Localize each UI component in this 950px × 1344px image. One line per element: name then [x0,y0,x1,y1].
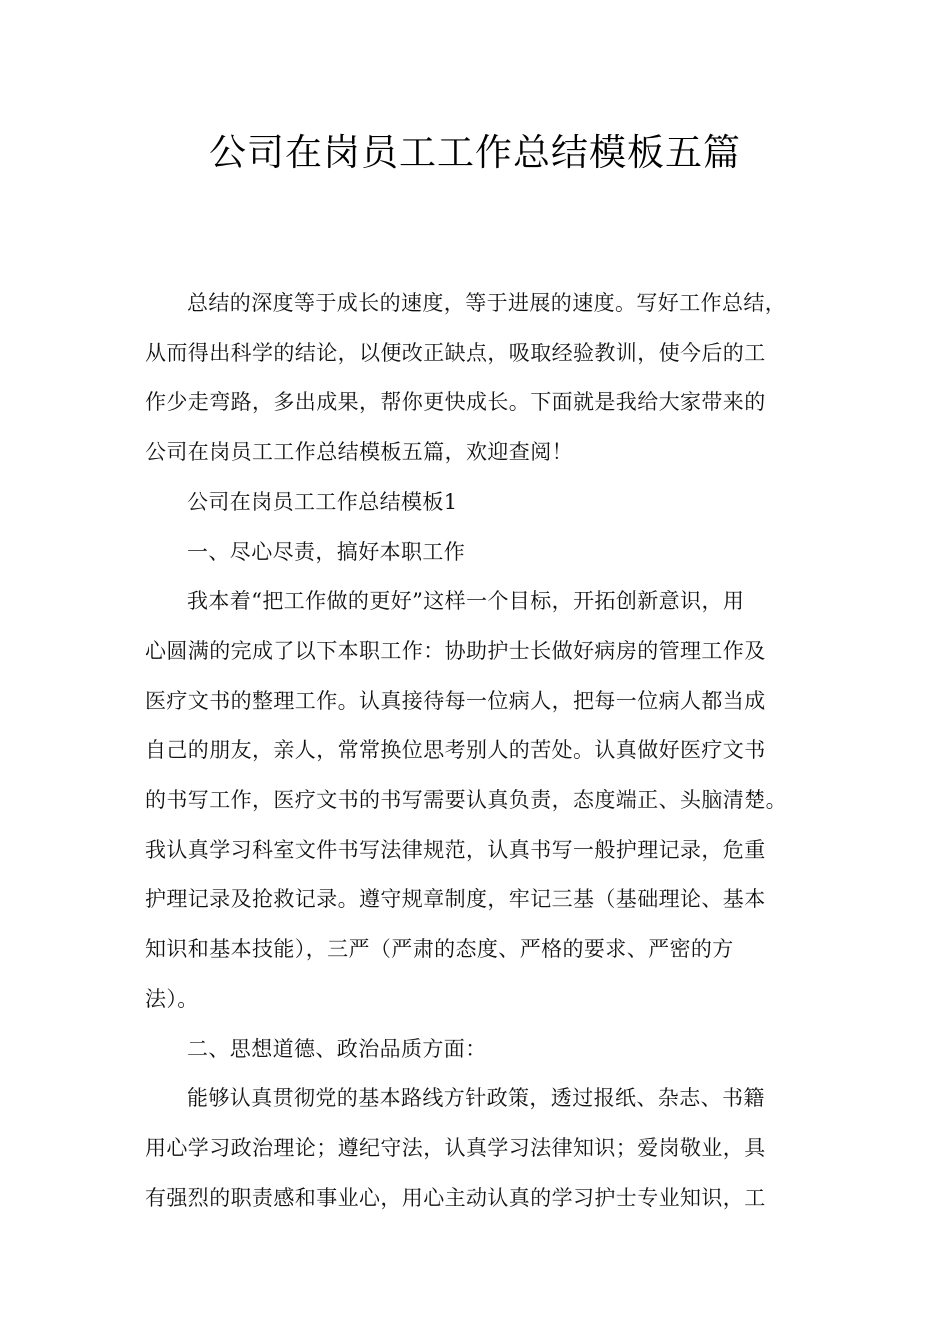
subheading-ethics: 二、思想道德、政治品质方面： [187,1036,487,1061]
document-title: 公司在岗员工工作总结模板五篇 [209,131,741,174]
duties-paragraph: 我本着“把工作做的更好”这样一个目标，开拓创新意识，用 心圆满的完成了以下本职工作：协助护士长做好病房的管理工作及 医疗文书的整理工作。认真接待每一位病人，把每一位病人都当成 自己的朋友，亲人，常常换位思考别人的苦处。认真做好医疗文书 的书写工作，医疗文书的书写需要认真负责，态度端正、头脑清楚。 我认真学习科室文件书写法律规范，认真书写一般护理记录，危重 护理记录及抢救记录。遵守规章制度，牢记三基（基础理论、基本 知识和基本技能），三严（严肃的态度、严格的要求、严密的方 法）。 [145,589,787,1011]
subheading-duties: 一、尽心尽责，搞好本职工作 [187,539,466,564]
document-body [145,279,835,1223]
ethics-paragraph: 能够认真贯彻党的基本路线方针政策，透过报纸、杂志、书籍 用心学习政治理论；遵纪守法，认真学习法律知识；爱岗敬业，具 有强烈的职责感和事业心，用心主动认真的学习护士专业知识，工 [145,1086,766,1210]
section-heading-template-1: 公司在岗员工工作总结模板1 [187,489,458,514]
intro-paragraph: 总结的深度等于成长的速度，等于进展的速度。写好工作总结， 从而得出科学的结论，以便改正缺点，吸取经验教训，使今后的工 作少走弯路，多出成果，帮你更快成长。下面就是我给大家带来的 公司在岗员工工作总结模板五篇，欢迎查阅！ [145,291,787,465]
